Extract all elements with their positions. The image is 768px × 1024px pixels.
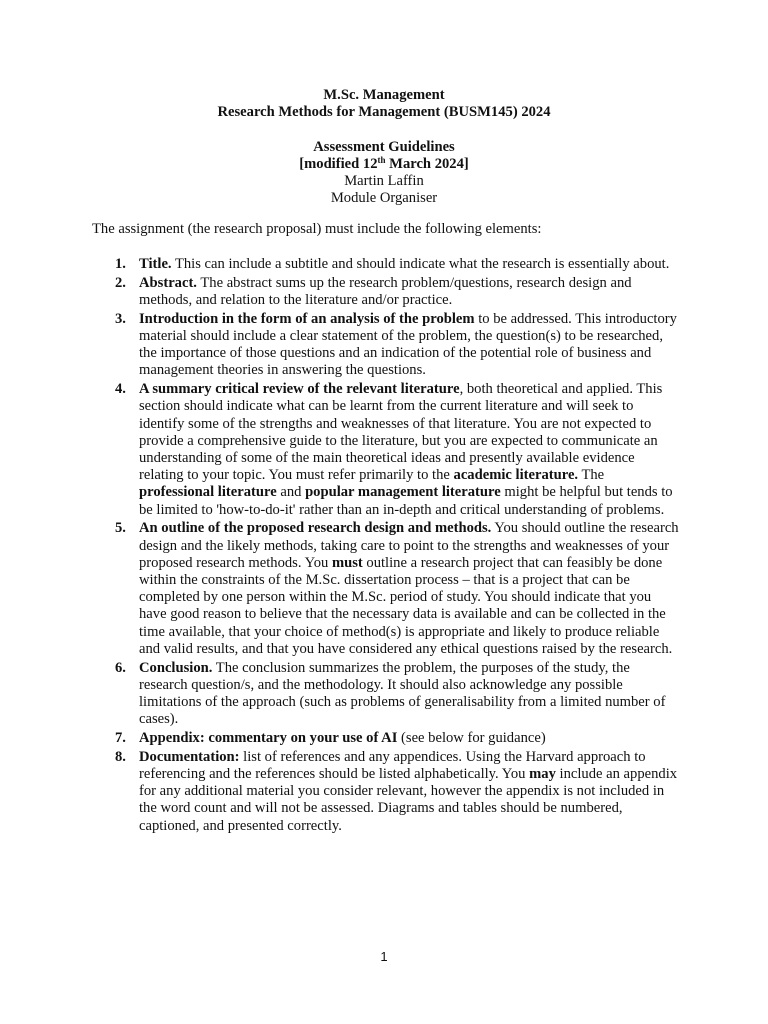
required-elements-list (92, 256, 682, 836)
bold-text: An outline of the proposed research design and methods. (139, 520, 492, 537)
bold-text: Title. (139, 256, 172, 272)
list-item (92, 275, 682, 309)
bold-text: may (529, 766, 556, 783)
list-item (92, 256, 682, 273)
bold-text: Appendix: commentary on your use of AI (139, 730, 398, 747)
list-item (92, 311, 682, 380)
bold-text: Introduction in the form of an analysis of the problem (139, 310, 475, 327)
author-name: Martin Laffin (344, 173, 424, 189)
intro-paragraph: The assignment (the research proposal) must include the following elements: (92, 221, 542, 237)
body-text: might be helpful but tends to be limited to 'how-to-do-it' rather than an in-depth and critical understanding of problems. (139, 484, 673, 518)
bold-text: A summary critical review of the relevant literature (139, 381, 460, 398)
body-text: The conclusion summarizes the problem, the purposes of the study, the research question/s, and the methodology. It should also acknowledge any possible limitations of the approach (such as problems of generalisability from a limited number of cases). (139, 659, 666, 728)
list-item-number: 1. (115, 256, 126, 272)
modified-date: [modified 12th March 2024] (299, 154, 469, 172)
list-item-number: 8. (115, 748, 126, 765)
bold-text: popular management literature (305, 484, 501, 501)
list-item-number: 4. (115, 381, 126, 398)
list-item (92, 749, 682, 835)
bold-text: academic literature. (453, 467, 579, 484)
author-role: Module Organiser (330, 190, 438, 207)
body-text: The (578, 467, 605, 484)
list-item (92, 381, 682, 519)
body-text: include an appendix for any additional material you consider relevant, however the appendix is not included in the word count and will not be assessed. Diagrams and tables should be numbered, captioned, and presented correctly. (139, 766, 678, 834)
list-item-number: 3. (115, 310, 126, 327)
module-title: Research Methods for Management (BUSM145) 2024 (217, 104, 551, 121)
body-text: outline a research project that can feasibly be done within the constraints of the M.Sc. dissertation process – that is a project that can be completed by one person within the M.Sc. period of study. You should indicate that you have good reason to believe that the necessary data is available and can be collected in the time available, that your choice of method(s) is appropriate and likely to produce reliable and valid results, and that you have considered any ethical questions raised by the research. (139, 554, 673, 657)
bold-text: Documentation: (139, 748, 240, 765)
body-text: You should outline the research design and the likely methods, taking care to point to the strengths and weaknesses of your proposed research methods. You (139, 520, 679, 571)
bold-text: professional literature (139, 484, 277, 501)
bold-text: Abstract. (139, 274, 197, 291)
list-item (92, 730, 682, 747)
body-text: This can include a subtitle and should indicate what the research is essentially about. (171, 256, 670, 272)
list-item-number: 2. (115, 274, 126, 291)
programme-title: M.Sc. Management (323, 87, 445, 103)
bold-text: must (331, 554, 363, 571)
list-item-number: 6. (115, 659, 126, 676)
list-item (92, 660, 682, 729)
bold-text: Conclusion. (139, 659, 213, 676)
body-text: The abstract sums up the research problem/questions, research design and methods, and relation to the literature and/or practice. (139, 274, 632, 308)
body-text: , both theoretical and applied. This section should indicate what can be learnt from the current literature and will seek to identify some of the strengths and weaknesses of that literature. You are not expected to provide a comprehensive guide to the literature, but you are expected to communicate an understanding of some of the main theoretical ideas and presently available evidence relating to your topic. You must refer primarily to the (139, 381, 663, 484)
body-text: and (276, 484, 306, 501)
list-item-number: 7. (115, 730, 126, 747)
body-text: (see below for guidance) (397, 730, 546, 747)
document-header (0, 87, 768, 207)
assessment-title: Assessment Guidelines (313, 138, 455, 155)
list-item-number: 5. (115, 520, 126, 537)
body-text: list of references and any appendices. Using the Harvard approach to referencing and the references should be listed alphabetically. You (139, 748, 646, 783)
list-item (92, 520, 682, 658)
body-text: to be addressed. This introductory material should include a clear statement of the problem, the question(s) to be researched, the importance of those questions and an indication of the potential role of business and management theories in answering the questions. (139, 310, 677, 379)
page-number: 1 (380, 949, 388, 964)
